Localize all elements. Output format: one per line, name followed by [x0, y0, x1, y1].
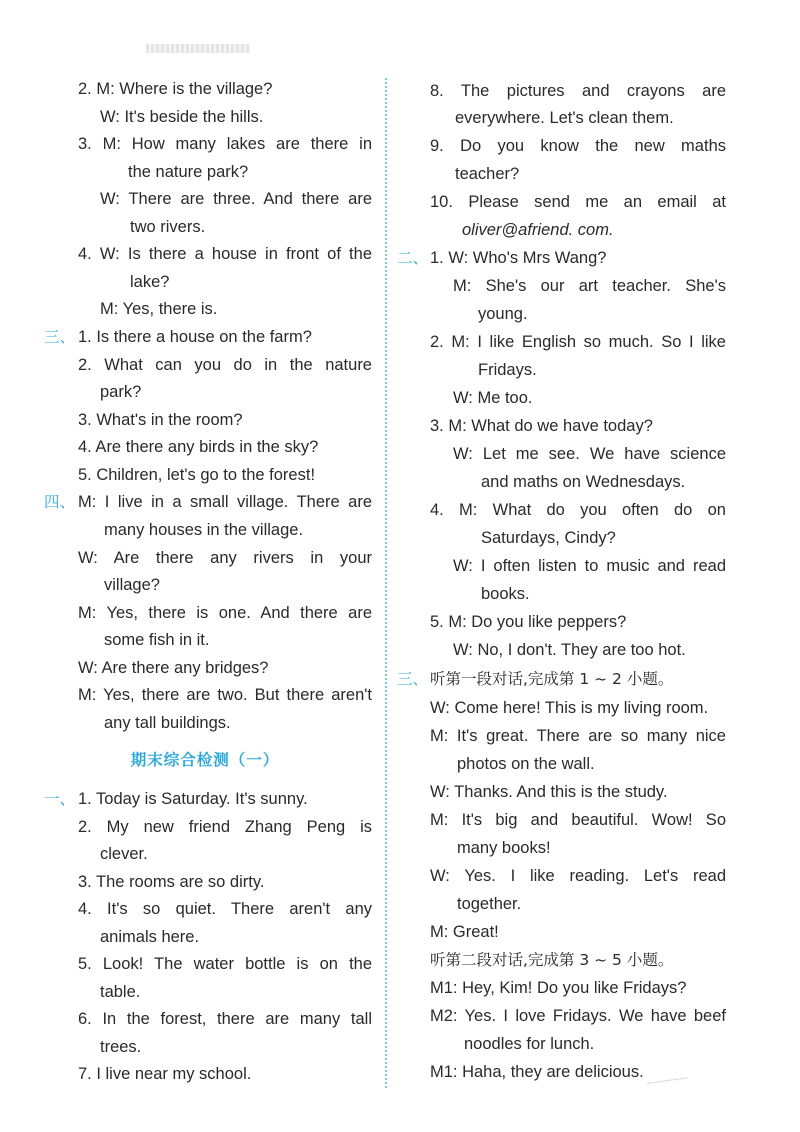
text-line: 5. Children, let's go to the forest!	[78, 466, 316, 484]
text-line: M: Yes, there are two. But there aren't	[78, 686, 372, 704]
text-line: trees.	[100, 1038, 142, 1056]
text-line: W: Come here! This is my living room.	[430, 699, 709, 717]
text-line: M: It's great. There are so many nice	[430, 727, 726, 745]
text-line: W: Are there any bridges?	[78, 659, 269, 677]
section-marker: 一、	[44, 790, 76, 808]
text-line: M: It's big and beautiful. Wow! So	[430, 811, 726, 829]
text-line: photos on the wall.	[457, 755, 595, 773]
text-line: books.	[481, 585, 530, 603]
text-line: noodles for lunch.	[464, 1035, 595, 1053]
text-line: 2. My new friend Zhang Peng is	[78, 818, 372, 836]
section-marker: 二、	[397, 249, 429, 267]
text-line: W: Are there any rivers in your	[78, 549, 372, 567]
text-line: 4. Are there any birds in the sky?	[78, 438, 319, 456]
instruction-line: 听第二段对话,完成第 3 ~ 5 小题。	[430, 951, 674, 969]
text-line: 7. I live near my school.	[78, 1065, 252, 1083]
text-line: 3. M: What do we have today?	[430, 417, 653, 435]
text-line: 3. What's in the room?	[78, 411, 243, 429]
text-line: 9. Do you know the new maths	[430, 137, 726, 155]
text-line: W: Let me see. We have science	[453, 445, 726, 463]
text-line: 2. What can you do in the nature	[78, 356, 372, 374]
section-marker: 三、	[44, 328, 76, 346]
text-line: 2. M: Where is the village?	[78, 80, 273, 98]
text-line: teacher?	[455, 165, 520, 183]
text-line: 3. The rooms are so dirty.	[78, 873, 265, 891]
column-divider	[385, 78, 387, 1088]
text-line: M: Yes, there is.	[100, 300, 218, 318]
text-line: 1. W: Who's Mrs Wang?	[430, 249, 607, 267]
text-line: 8. The pictures and crayons are	[430, 82, 726, 100]
text-line: W: I often listen to music and read	[453, 557, 726, 575]
text-line: everywhere. Let's clean them.	[455, 109, 674, 127]
text-line: 1. Today is Saturday. It's sunny.	[78, 790, 308, 808]
text-line: M2: Yes. I love Fridays. We have beef	[430, 1007, 726, 1025]
email-address: oliver@afriend. com.	[462, 221, 614, 239]
text-line: M: She's our art teacher. She's	[453, 277, 726, 295]
text-line: W: There are three. And there are	[100, 190, 372, 208]
text-line: together.	[457, 895, 522, 913]
text-line: M: Yes, there is one. And there are	[78, 604, 372, 622]
exam-title: 期末综合检测（一）	[130, 751, 280, 769]
scan-mark	[648, 1077, 689, 1091]
text-line: W: No, I don't. They are too hot.	[453, 641, 686, 659]
text-line: M1: Haha, they are delicious.	[430, 1063, 644, 1081]
text-line: park?	[100, 383, 142, 401]
text-line: two rivers.	[130, 218, 206, 236]
text-line: and maths on Wednesdays.	[481, 473, 686, 491]
text-line: 5. Look! The water bottle is on the	[78, 955, 372, 973]
text-line: 2. M: I like English so much. So I like	[430, 333, 726, 351]
text-line: young.	[478, 305, 528, 323]
text-line: clever.	[100, 845, 148, 863]
text-line: W: It's beside the hills.	[100, 108, 264, 126]
text-line: Fridays.	[478, 361, 537, 379]
text-line: W: Yes. I like reading. Let's read	[430, 867, 726, 885]
section-marker: 三、	[397, 670, 429, 688]
text-line: many books!	[457, 839, 551, 857]
instruction-line: 听第一段对话,完成第 1 ~ 2 小题。	[430, 670, 674, 688]
text-line: M1: Hey, Kim! Do you like Fridays?	[430, 979, 687, 997]
text-line: the nature park?	[128, 163, 249, 181]
text-line: many houses in the village.	[104, 521, 304, 539]
text-line: M: Great!	[430, 923, 499, 941]
text-line: Saturdays, Cindy?	[481, 529, 616, 547]
text-line: 5. M: Do you like peppers?	[430, 613, 627, 631]
text-line: M: I live in a small village. There are	[78, 493, 372, 511]
text-line: W: Me too.	[453, 389, 533, 407]
text-line: 4. It's so quiet. There aren't any	[78, 900, 372, 918]
text-line: 4. M: What do you often do on	[430, 501, 726, 519]
text-line: 1. Is there a house on the farm?	[78, 328, 312, 346]
running-header	[146, 44, 250, 53]
text-line: table.	[100, 983, 141, 1001]
text-line: any tall buildings.	[104, 714, 231, 732]
section-marker: 四、	[44, 493, 76, 511]
text-line: 10. Please send me an email at	[430, 193, 726, 211]
text-line: lake?	[130, 273, 170, 291]
text-line: animals here.	[100, 928, 200, 946]
text-line: village?	[104, 576, 160, 594]
text-line: some fish in it.	[104, 631, 210, 649]
text-line: 4. W: Is there a house in front of the	[78, 245, 372, 263]
text-line: 3. M: How many lakes are there in	[78, 135, 372, 153]
text-line: W: Thanks. And this is the study.	[430, 783, 668, 801]
text-line: 6. In the forest, there are many tall	[78, 1010, 372, 1028]
